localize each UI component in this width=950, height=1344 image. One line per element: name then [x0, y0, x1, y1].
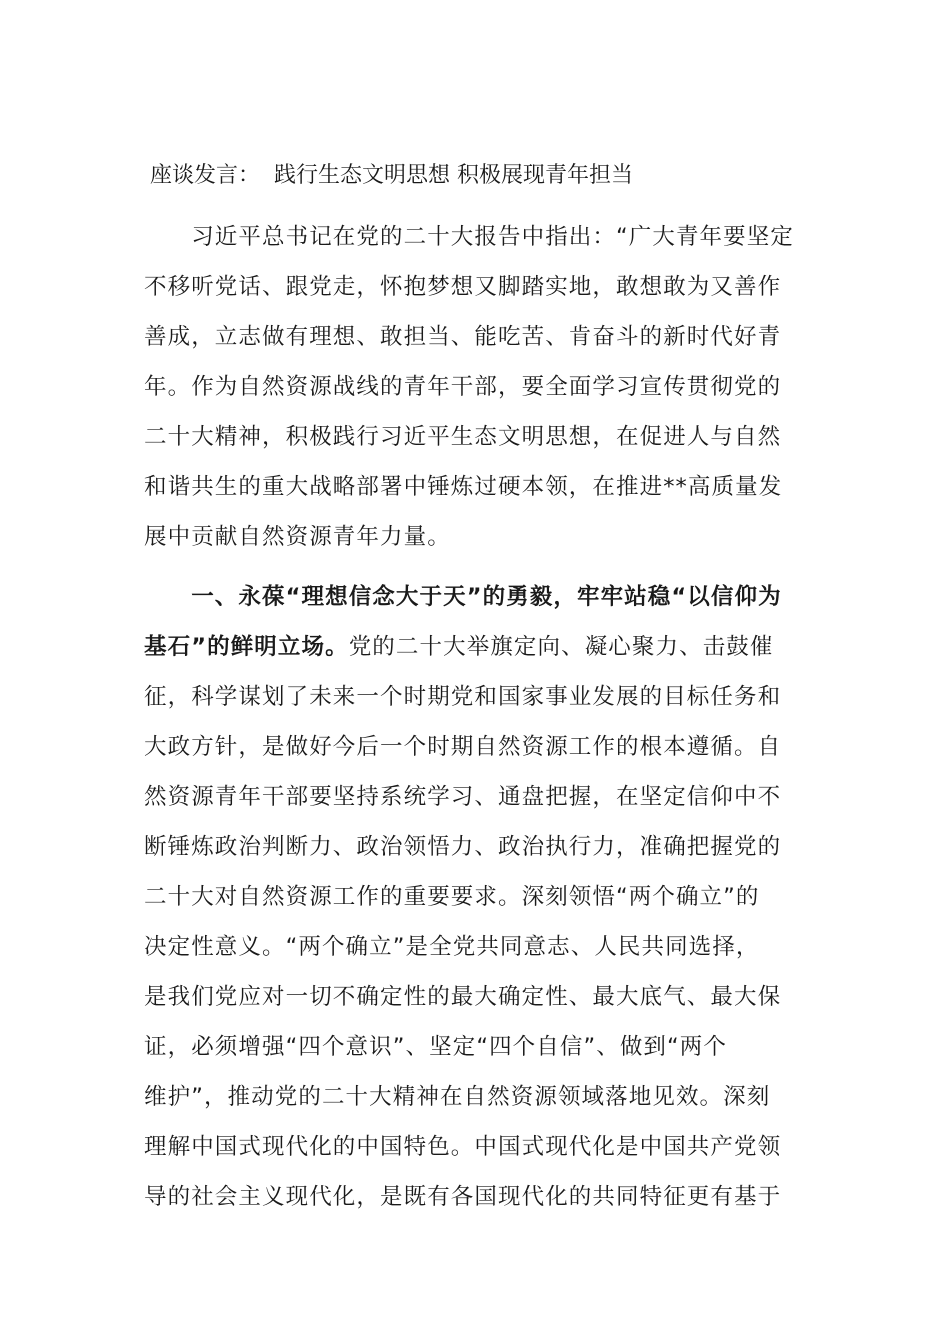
paragraph-intro: [144, 212, 806, 562]
document-title: 座谈发言： 践行生态文明思想 积极展现青年担当: [150, 163, 633, 188]
paragraph-line: 年。作为自然资源战线的青年干部，要全面学习宣传贯彻党的: [144, 374, 782, 400]
section-heading-end: 基石”的鲜明立场。: [144, 634, 349, 660]
paragraph-line: 展中贡献自然资源青年力量。: [144, 524, 451, 550]
paragraph-line: 习近平总书记在党的二十大报告中指出：“广大青年要坚定: [144, 224, 794, 250]
paragraph-line: 证，必须增强“四个意识”、坚定“四个自信”、做到“两个: [144, 1034, 727, 1060]
paragraph-line: 不移听党话、跟党走，怀抱梦想又脚踏实地，敢想敢为又善作: [144, 274, 782, 300]
paragraph-line: 理解中国式现代化的中国特色。中国式现代化是中国共产党领: [144, 1134, 782, 1160]
paragraph-line: 决定性意义。“两个确立”是全党共同意志、人民共同选择，: [144, 934, 760, 960]
section-heading-continuation-line: [144, 622, 806, 672]
section-one-paragraph: [144, 572, 806, 1222]
paragraph-line: 和谐共生的重大战略部署中锤炼过硬本领，在推进**高质量发: [144, 474, 783, 500]
paragraph-line-rest: 党的二十大举旗定向、凝心聚力、击鼓催: [348, 634, 774, 660]
paragraph-line: 善成，立志做有理想、敢担当、能吃苦、肯奋斗的新时代好青: [144, 324, 782, 350]
paragraph-line: 是我们党应对一切不确定性的最大确定性、最大底气、最大保: [144, 984, 782, 1010]
section-heading-line: 一、永葆“理想信念大于天”的勇毅，牢牢站稳“以信仰为: [144, 584, 782, 610]
paragraph-line: 维护”，推动党的二十大精神在自然资源领域落地见效。深刻: [144, 1084, 771, 1110]
paragraph-line: 二十大精神，积极践行习近平生态文明思想，在促进人与自然: [144, 424, 782, 450]
paragraph-line: 然资源青年干部要坚持系统学习、通盘把握，在坚定信仰中不: [144, 784, 782, 810]
paragraph-line: 征，科学谋划了未来一个时期党和国家事业发展的目标任务和: [144, 684, 782, 710]
paragraph-line: 大政方针，是做好今后一个时期自然资源工作的根本遵循。自: [144, 734, 782, 760]
paragraph-line: 断锤炼政治判断力、政治领悟力、政治执行力，准确把握党的: [144, 834, 782, 860]
paragraph-line: 二十大对自然资源工作的重要要求。深刻领悟“两个确立”的: [144, 884, 760, 910]
paragraph-line: 导的社会主义现代化，是既有各国现代化的共同特征更有基于: [144, 1184, 782, 1210]
